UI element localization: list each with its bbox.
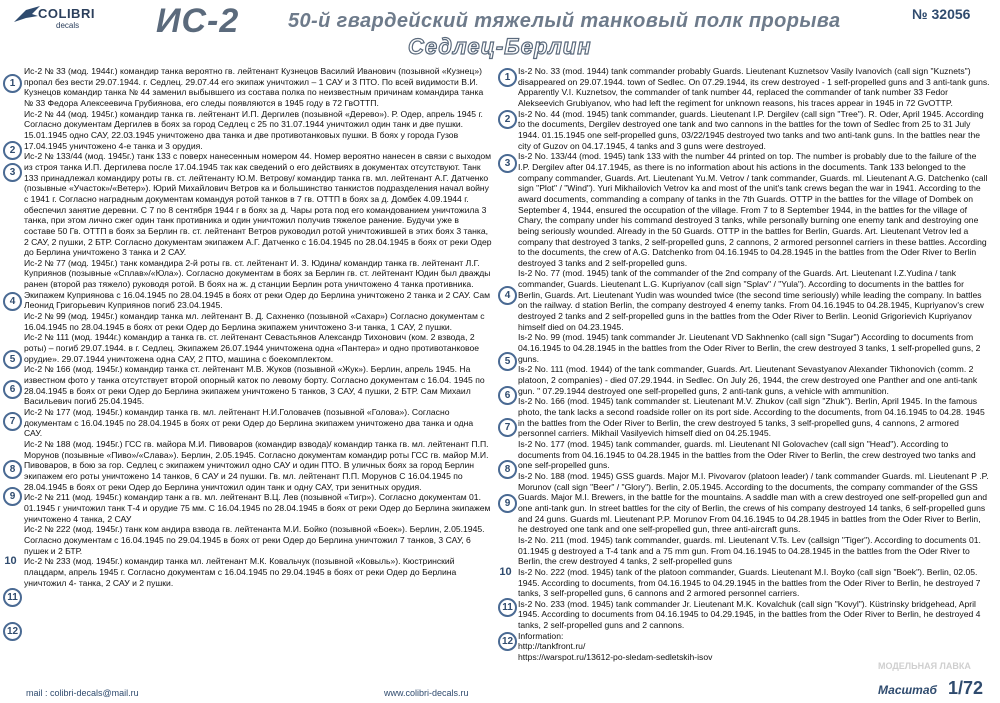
entry-ru-7: Ис-2 № 166 (мод. 1945г.) командир танка ст. лейтенант М.В. Жуков (позывной «Жук»). Берлин, апрель 1945. На известном фото у танка отсутствует второй опорный каток по левому борту. Согласно документам с 16.04. 1945 по 28.04.1945 в боях от реки Одер до Берлина экипажем уничтожено 5 танков, 3 САУ, 4 пушки, 2 БТР. Сам Михаил Васильевич погиб 25.04.1945. xyxy=(24,364,485,407)
entry-ru-8: Ис-2 № 177 (мод. 1945г.) командир танка гв. мл. лейтенант Н.И.Головачев (позывной «Голова»). Согласно документам с 16.04.1945 по 28.04.1945 в боях от реки Одер до Берлина экипажем уничтожено два танка и одна САУ. xyxy=(24,407,474,439)
entry-ru-11: Ис-2 № 222 (мод. 1945г.) танк ком андира взвода гв. лейтенанта М.И. Бойко (позывной «Боек»). Берлин, 2.05.1945. Согласно документам с 16.04.1945 по 29.04.1945 в боях от реки Одер до Берлина уничтожил 7 танков, 3 САУ, 6 пушек и 2 БТР. xyxy=(24,524,485,556)
marker-8-right: 8 xyxy=(498,460,517,479)
marker-1-left: 1 xyxy=(3,74,22,93)
info-label: Information: xyxy=(518,630,564,641)
marker-2-left: 2 xyxy=(3,141,22,160)
marker-12-left: 12 xyxy=(3,622,22,641)
entry-ru-1: Ис-2 № 33 (мод. 1944г.) командир танка вероятно гв. лейтенант Кузнецов Василий Иванович (позывной «Кузнец») пропал без вести 29.07.1944. г. Седлец. 29.07.44 его экипаж уничтожил – 1 САУ и 3 ПТО. По всей видимости В.И. Кузнецов командир танка № 44 заменил выбывшего из состава полка по неизвестным причинам командира танка № 33 Федора Алексеевича Грубиянова, его следы появляются в 1945 году в 72 ГвОТТП. xyxy=(24,66,484,108)
marker-3-left: 3 xyxy=(3,163,22,182)
marker-9-right: 9 xyxy=(498,494,517,513)
marker-12-right: 12 xyxy=(498,632,517,651)
brand-logo xyxy=(8,2,118,42)
marker-4-right: 4 xyxy=(498,286,517,305)
entry-en-2: Is-2 No. 44 (mod. 1945) tank commander, guards. Lieutenant I.P. Dergilev (call sign "Tree"). R. Oder, April 1945. According to the documents, Dergilev destroyed one tank and two cannons in the battles for the town of Sedlec from 25 to 31 July 1944. 01.15.1945 one self-propelled guns, 03/22/1945 destroyed two tanks and two anti-tank guns. In the battles near the city of Guzov on 04.17.1945, 4 tanks and 3 guns were destroyed. xyxy=(518,108,984,151)
marker-1-right: 1 xyxy=(498,68,517,87)
footer-mail[interactable]: mail : colibri-decals@mail.ru xyxy=(26,688,139,698)
entry-en-11: Is-2 No. 222 (mod. 1945) tank of the platoon commander, Guards. Lieutenant M.I. Boyko (call sign "Boek"). Berlin, 02.05. 1945. According to documents, from 04.16.1945 to 04.29.1945 in the battles from the Oder River to Berlin, he destroyed 7 tanks, 3 self-propelled guns, 6 cannons and 2 armored personnel carriers. xyxy=(518,566,981,599)
marker-8-left: 8 xyxy=(3,460,22,479)
catalog-number: № 32056 xyxy=(912,6,971,22)
marker-5-right: 5 xyxy=(498,352,517,371)
scale-label: Масштаб xyxy=(878,683,937,697)
marker-11-left: 11 xyxy=(3,588,22,607)
info-link-2[interactable]: https://warspot.ru/13612-po-sledam-sedletskih-isov xyxy=(518,652,713,663)
marker-10-right: 10 xyxy=(499,566,512,578)
entry-ru-9: Ис-2 № 188 (мод. 1945г.) ГСС гв. майора М.И. Пивоваров (командир взвода)/ командир танка гв. мл. лейтенант П.П. Морунов (позывные «Пиво»/«Слава»). Берлин, 2.05.1945. Согласно документам командир роты ГСС гв. майор М.И. Пивоваров, в бою за гор. Седлец с экипажем уничтожил одно САУ и один ПТО. В уличных боях за город Берлин экипажем его роты уничтожено 14 танков, 6 САУ и 24 пушки. Гв. мл. лейтенант П.П. Морунов С 16.04.1945 по 28.04.1945 в боях от реки Одер до Берлина уничтожил один танк и одну САУ, три зенитных орудия. xyxy=(24,438,489,492)
footer-website[interactable]: www.colibri-decals.ru xyxy=(384,688,469,698)
marker-4-left: 4 xyxy=(3,292,22,311)
marker-7-left: 7 xyxy=(3,412,22,431)
entry-en-10: Is-2 No. 211 (mod. 1945) tank commander, guards. ml. Lieutenant V.Ts. Lev (callsign "Tiger"). According to documents 01. 01.1945 g destroyed a T-4 tank and a 75 mm gun. From 04.16.1945 to 04.28.1945 in the battles from the Oder River to Berlin, the crew destroyed 4 tanks, 2 self-propelled guns xyxy=(518,534,981,567)
entry-en-3: Is-2 No. 133/44 (mod. 1945) tank 133 with the number 44 printed on top. The number is probably due to the failure of the I.P. Dergilev after 04.17.1945, as there is no information about his actions in the documents. Tank 133 belonged to the company commander, Guards. Art. Lieutenant Yu.M. Vetrov / tank commander, Guards. ml. Lieutenant A.G. Datchenko (call sign "Plot" / "Wind"). Yuri Mikhailovich Vetrov ka and most of the unit's tank crews began the war in 1941. According to the award documents, commanding a company of tanks in the 7th Guards. OTTP in the battles for the village of Dombek on September 4, 1944, ensured the occupation of the village. From 7 to 8 September 1944, in the battles for the village of Chary, the company under his command destroyed 3 tanks, while personally burning one enemy tank and destroying one being seriously wounded. Already in the 50 Guards. OTTP in the battles for Berlin, Guards. Art. Lieutenant Vetrov led a company that destroyed 3 tanks, 2 self-propelled guns, 2 cannons, 2 armored personnel carriers in these battles. According to the documents, the crew of A.G. Datchenko from 04.16.1945 to 04.28.1945 in the battles from the Oder River to Berlin destroyed 3 tanks and 2 self-propelled guns. xyxy=(518,151,988,268)
entry-en-9: Is-2 No. 188 (mod. 1945) GSS guards. Major M.I. Pivovarov (platoon leader) / tank commander Guards. ml. Lieutenant P .P. Morunov (call sign "Beer" / "Glory"). Berlin, 2.05.1945. According to the documents, the company commander of the GSS Guards. Major M.I. Brewers, in the battle for the mountains. A saddle man with a crew destroyed one self-propelled gun and one anti-tank gun. In street battles for the city of Berlin, the crews of his company destroyed 14 tanks, 6 self-propelled guns and 24 guns. Guards ml. Lieutenant P.P. Morunov From 04.16.1945 to 04.28.1945 in battles from the Oder River to Berlin, he destroyed one tank and one self-propelled gun, three anti-aircraft guns. xyxy=(518,470,989,535)
marker-6-left: 6 xyxy=(3,380,22,399)
entry-en-4: Is-2 No. 77 (mod. 1945) tank of the commander of the 2nd company of the Guards. Art. Lieutenant I.Z.Yudina / tank commander, Guards. Lieutenant L.G. Kupriyanov (call sign "Splav" / "Yula"). According to documents in the battles for Berlin, Guards. Art. Lieutenant Yudin was wounded twice (the second time seriously) while leading the company. In battles on the railway. d station Berlin, the company destroyed 4 enemy tanks. From 04.16.1945 to 04.28.1945, Kupriyanov's crew destroyed 2 tanks and 2 self-propelled guns in the battles from the Oder River to Berlin. Leonid Grigorievich Kupriyanov himself died on 04.23.1945. xyxy=(518,268,984,332)
watermark: МОДЕЛЬНАЯ ЛАВКА xyxy=(878,661,971,671)
entry-ru-12: Ис-2 № 233 (мод. 1945г.) командир танка мл. лейтенант М.К. Ковальчук (позывной «Ковыль»). Кюстринский плацдарм, апрель 1945 г. Согласно документам с 16.04.1945 по 29.04.1945 в боях от реки Одер до Берлина уничтожил 4- танка, 2 САУ и 2 пушки. xyxy=(24,556,457,588)
marker-10-left: 10 xyxy=(4,555,17,567)
entry-en-1: Is-2 No. 33 (mod. 1944) tank commander probably Guards. Lieutenant Kuznetsov Vasily Ivanovich (call sign "Kuznets") disappeared on 29.07.1944. town of Sedlec. On 07.29.1944, its crew destroyed - 1 self-propelled guns and 3 anti-tank guns. Apparently V.I. Kuznetsov, the commander of tank number 44, replaced the commander of tank number 33 Fedor Alekseevich Grubiyanov, who had left the regiment for unknown reasons, his traces appear in 1945 in 72 GvOTTP. xyxy=(518,66,990,108)
marker-7-right: 7 xyxy=(498,418,517,437)
marker-9-left: 9 xyxy=(3,487,22,506)
entry-en-12: Is-2 No. 233 (mod. 1945) tank commander Jr. Lieutenant M.K. Kovalchuk (call sign "Kovyl"). Küstrinsky bridgehead, April 1945. According to documents from 04.16.1945 to 04.29.1945, in the battles from the Oder River to Berlin, he destroyed 4 tanks, 2 self-propelled guns and 2 cannons. xyxy=(518,598,981,631)
entry-ru-5: Ис-2 № 99 (мод. 1945г.) командир танка мл. лейтенант В. Д. Сахненко (позывной «Сахар») Согласно документам с 16.04.1945 по 28.04.1945 в боях от реки Одер до Берлина экипажем уничтожено 3-и танка, 1 САУ, 2 пушки. xyxy=(24,311,485,332)
brand-name: COLIBRI xyxy=(38,6,95,21)
marker-2-right: 2 xyxy=(498,110,517,129)
entry-ru-10: Ис-2 № 211 (мод. 1945г.) командир танк а гв. мл. лейтенант В.Ц. Лев (позывной «Тигр»). Согласно документам 01. 01.1945 г уничтожил танк Т-4 и орудие 75 мм. С 16.04.1945 по 28.04.1945 в боях от реки Одер до Берлина экипажем уничтожено 4 танка, 2 САУ xyxy=(24,492,491,524)
entry-ru-2: Ис-2 № 44 (мод. 1945г.) командир танка гв. лейтенант И.П. Дергилев (позывной «Дерево»). Р. Одер, апрель 1945 г. Согласно документам Дергилев в боях за город Седлец с 25 по 31.07.1944 уничтожил один танк и две пушки. 15.01.1945 одно САУ, 22.03.1945 уничтожено два танка и две противотанковых пушки. В боях у города Гузов 17.04.1945 уничтожено 4-е танка и 3 орудия. xyxy=(24,108,483,151)
regiment-title: 50-й гвардейский тяжелый танковый полк прорыва xyxy=(288,10,841,32)
scale-value: 1/72 xyxy=(948,678,984,698)
entry-en-5: Is-2 No. 99 (mod. 1945) tank commander Jr. Lieutenant VD Sakhnenko (call sign "Sugar") According to documents from 04.16.1945 to 04.28.1945 in the battles from the Oder River to Berlin, the crew destroyed 3 tanks, 1 self-propelled guns, 2 guns. xyxy=(518,332,981,364)
english-column xyxy=(518,66,990,663)
entry-en-8: Is-2 No. 177 (mod. 1945) tank commander, guards. ml. Lieutenant NI Golovachev (call sign "Head"). According to documents from 04.16.1945 to 04.28.1945 in the battles from the Oder River to Berlin, the crew destroyed two tanks and one self-propelled guns. xyxy=(518,438,976,471)
model-title: ИС-2 xyxy=(156,2,240,40)
info-link-1[interactable]: http://tankfront.ru/ xyxy=(518,641,586,652)
marker-6-right: 6 xyxy=(498,386,517,405)
marker-3-right: 3 xyxy=(498,154,517,173)
entry-ru-6: Ис-2 № 111 (мод. 1944г.) командир а танка гв. ст. лейтенант Севастьянов Александр Тихонович (ком. 2 взвода, 2 роты) – погиб 29.07.1944. в г. Седлец. Экипажем 26.07.1944 уничтожена одна «Пантера» и одно противотанковое орудие». 29.07.1944 уничтожена одна САУ, 2 ПТО, машина с боекомплектом. xyxy=(24,332,480,364)
russian-column xyxy=(24,66,492,588)
entry-en-6: Is-2 No. 111 (mod. 1944) of the tank commander, Guards. Art. Lieutenant Sevastyanov Alexander Tikhonovich (comm. 2 platoon, 2 companies) - died 07.29.1944. in Sedlec. On July 26, 1944, the crew destroyed one Panther and one anti-tank gun. " 07.29.1944 destroyed one self-propelled guns, 2 anti-tank guns, a vehicle with ammunition. xyxy=(518,364,978,396)
route-title: Седлец-Берлин xyxy=(408,34,592,59)
entry-ru-3: Ис-2 № 133/44 (мод. 1945г.) танк 133 с поверх нанесенным номером 44. Номер вероятно нанесен в связи с выходом из строя танка И.П. Дергилева после 17.04.1945 так как сведений о его действиях в документах отсутствуют. Танк 133 принадлежал командиру роты гв. ст. лейтенанту Ю.М. Ветрову/ командир танка гв. мл. лейтенант А.Г. Датченко (позывные «Участок»/«Ветер»). Юрий Михайлович Ветров ка и большинство танкистов подразделения начал войну с 1941 г. Согласно наградным документам командуя ротой танков в 7 гв. ОТТП в боях за д. Домбек 4.09.1944 г. обеспечил занятие деревни. С 7 по 8 сентября 1944 г в боях за д. Чары рота под его командованием уничтожила 3 танка, при этом лично сжег один танк противника и один уничтожил получив тяжелое ранение. Будучи уже в составе 50 Гв. ОТТП в боях за Берлин гв. ст. лейтенант Ветров руководил ротой уничтожившей в этих боях 3 танка, 2 САУ, 2 пушки, 2 БТР. Согласно документам экипажем А.Г. Датченко с 16.04.1945 по 28.04.1945 в боях от реки Одер до Берлина уничтожено 3 танка и 2 САУ. xyxy=(24,151,492,258)
brand-sub: decals xyxy=(56,21,80,30)
marker-5-left: 5 xyxy=(3,350,22,369)
entry-en-7: Is-2 No. 166 (mod. 1945) tank commander st. Lieutenant M.V. Zhukov (call sign "Zhuk"). Berlin, April 1945. In the famous photo, the tank lacks a second roadside roller on its port side. According to the documents, from 04.16.1945 to 04.28. 1945 in the battles from the Oder River to Berlin, the crew destroyed 5 tanks, 3 self-propelled guns, 4 cannons, 2 armored personnel carriers. Mikhail Vasilyevich himself died on 04.25.1945. xyxy=(518,396,985,439)
entry-ru-4: Ис-2 № 77 (мод. 1945г.) танк командира 2-й роты гв. ст. лейтенант И. З. Юдина/ командир танка гв. лейтенант Л.Г. Куприянов (позывные «Сплав»/«Юла»). Согласно документам в боях за Берлин гв. ст. лейтенант Юдин был дважды ранен (второй раз тяжело) руководя ротой. В боях на ж. д станции Берлин рота уничтожено 4 танка противника. Экипажем Куприянова с 16.04.1945 по 28.04.1945 в боях от реки Одер до Берлина уничтожено 2 танка и 2 САУ. Сам Леонид Григорьевич Куприянов погиб 23.04.1945. xyxy=(24,257,491,311)
marker-11-right: 11 xyxy=(498,598,517,617)
